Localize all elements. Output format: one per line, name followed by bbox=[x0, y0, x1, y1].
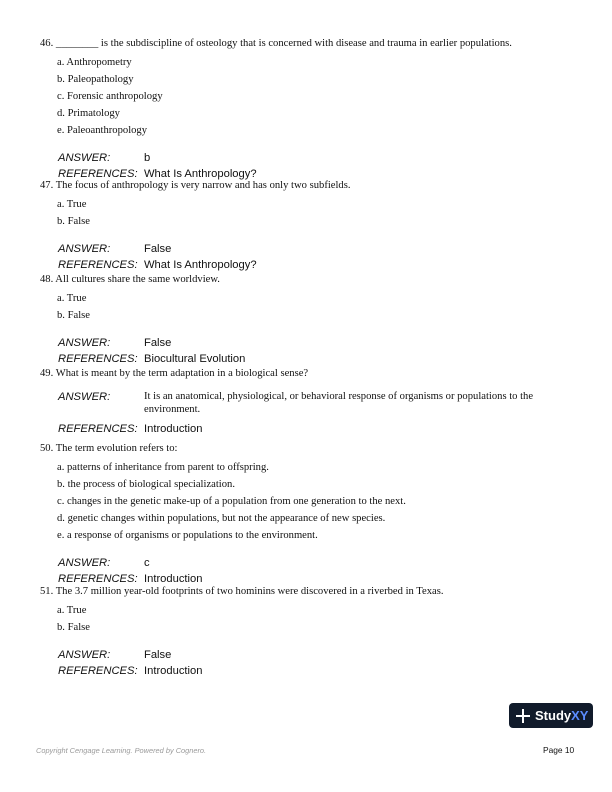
option: a. Anthropometry bbox=[57, 56, 132, 68]
options-list bbox=[57, 460, 580, 545]
question-text: 51. The 3.7 million year-old footprints of two hominins were discovered in a riverbed in Texas. bbox=[40, 586, 444, 597]
option: b. the process of biological specialization. bbox=[57, 478, 235, 490]
option: c. changes in the genetic make-up of a population from one generation to the next. bbox=[57, 495, 406, 507]
question-text: 50. The term evolution refers to: bbox=[40, 443, 178, 454]
answer-label: ANSWER: bbox=[58, 151, 111, 164]
option: b. False bbox=[57, 215, 90, 227]
answer-block bbox=[58, 647, 580, 680]
answer-value: False bbox=[144, 336, 172, 349]
answer-label: ANSWER: bbox=[58, 242, 111, 255]
answer-value: c bbox=[144, 556, 150, 569]
references-value: What Is Anthropology? bbox=[144, 259, 257, 271]
question-51 bbox=[40, 584, 580, 680]
references-value: Introduction bbox=[144, 422, 203, 435]
references-label: REFERENCES: bbox=[58, 168, 138, 180]
option: e. a response of organisms or populations to the environment. bbox=[57, 529, 318, 541]
answer-label: ANSWER: bbox=[58, 336, 111, 349]
options-list bbox=[57, 55, 580, 140]
references-label: REFERENCES: bbox=[58, 665, 138, 677]
references-value: Biocultural Evolution bbox=[144, 353, 246, 365]
option: a. True bbox=[57, 604, 87, 616]
answer-block bbox=[58, 335, 580, 368]
options-list bbox=[57, 197, 580, 231]
option: a. True bbox=[57, 198, 87, 210]
question-text: 47. The focus of anthropology is very narrow and has only two subfields. bbox=[40, 180, 351, 191]
references-label: REFERENCES: bbox=[58, 422, 138, 435]
options-list bbox=[57, 603, 580, 637]
answer-label: ANSWER: bbox=[58, 556, 111, 569]
options-list bbox=[57, 291, 580, 325]
question-49 bbox=[40, 366, 580, 437]
plus-icon bbox=[516, 709, 530, 723]
option: d. Primatology bbox=[57, 107, 120, 119]
answer-value: b bbox=[144, 151, 151, 164]
question-text: 49. What is meant by the term adaptation in a biological sense? bbox=[40, 368, 309, 379]
logo-text-accent: XY bbox=[571, 708, 589, 723]
question-48 bbox=[40, 272, 580, 368]
question-text: 46. ________ is the subdiscipline of osteology that is concerned with disease and trauma in earlier populations. bbox=[40, 38, 512, 49]
references-label: REFERENCES: bbox=[58, 573, 138, 585]
option: b. False bbox=[57, 621, 90, 633]
copyright-text: Copyright Cengage Learning. Powered by Cognero. bbox=[36, 746, 207, 755]
references-label: REFERENCES: bbox=[58, 353, 138, 365]
answer-value: False bbox=[144, 648, 172, 661]
option: e. Paleoanthropology bbox=[57, 124, 148, 136]
answer-block bbox=[58, 241, 580, 274]
answer-value: False bbox=[144, 242, 172, 255]
studyxy-logo[interactable] bbox=[509, 703, 593, 728]
logo-text-main: Study bbox=[535, 708, 572, 723]
references-value: Introduction bbox=[144, 573, 203, 585]
question-47 bbox=[40, 178, 580, 274]
answer-block bbox=[58, 555, 580, 588]
option: b. False bbox=[57, 309, 90, 321]
question-text: 48. All cultures share the same worldview. bbox=[40, 274, 220, 285]
page-number: Page 10 bbox=[543, 745, 575, 755]
answer-label: ANSWER: bbox=[58, 390, 111, 403]
option: c. Forensic anthropology bbox=[57, 90, 163, 102]
question-50 bbox=[40, 441, 580, 588]
option: b. Paleopathology bbox=[57, 73, 134, 85]
option: a. True bbox=[57, 292, 87, 304]
answer-value: It is an anatomical, physiological, or behavioral response of organisms or populations to the environment. bbox=[144, 390, 534, 415]
question-46 bbox=[40, 36, 580, 183]
option: d. genetic changes within populations, but not the appearance of new species. bbox=[57, 512, 386, 524]
answer-block bbox=[58, 389, 580, 438]
answer-label: ANSWER: bbox=[58, 648, 111, 661]
option: a. patterns of inheritance from parent to offspring. bbox=[57, 461, 269, 473]
references-value: What Is Anthropology? bbox=[144, 168, 257, 180]
references-label: REFERENCES: bbox=[58, 259, 138, 271]
references-value: Introduction bbox=[144, 665, 203, 677]
